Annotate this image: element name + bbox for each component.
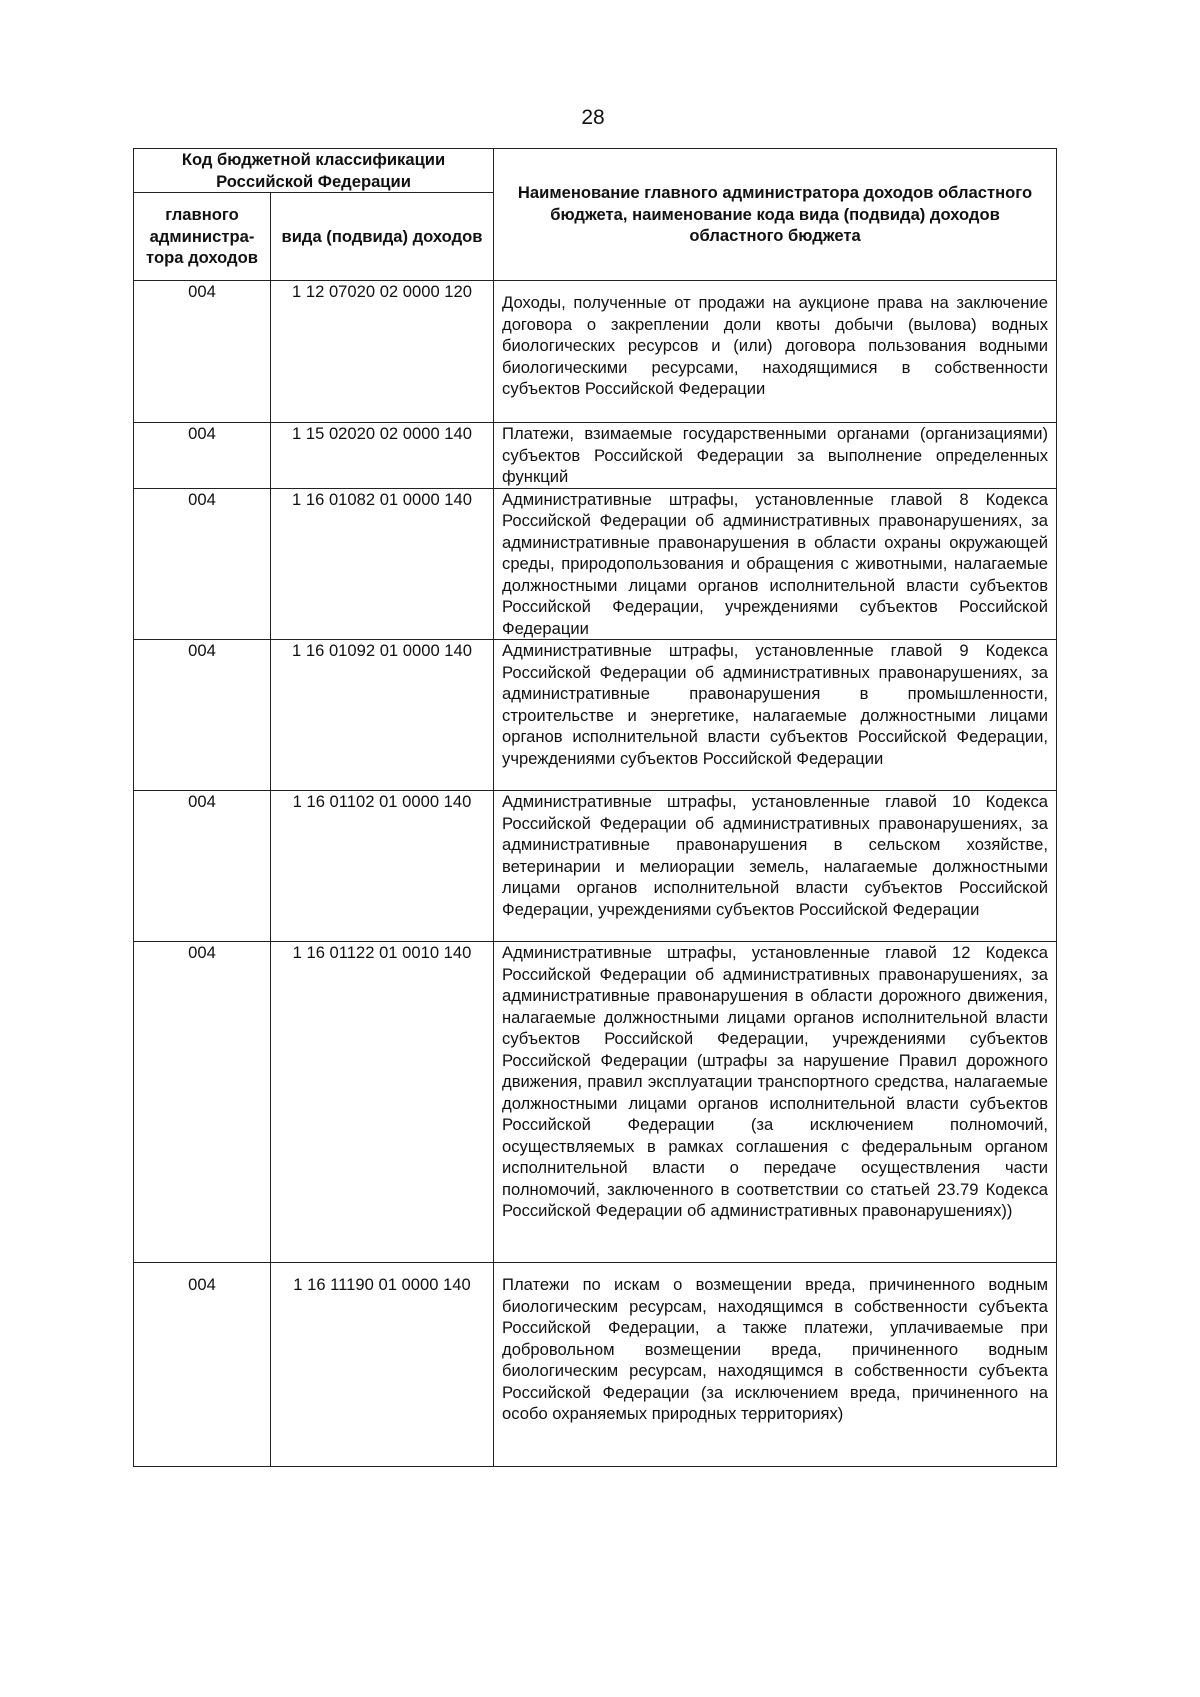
admin-code-cell: 004: [134, 640, 271, 791]
table-row: [134, 281, 1057, 423]
admin-code-cell: 004: [134, 423, 271, 489]
income-name-cell: Платежи, взимаемые государственными органами (организациями) субъектов Российской Федерации за выполнение определенных функций: [494, 423, 1057, 489]
page-number: 28: [581, 106, 605, 129]
income-name-cell: Административные штрафы, установленные главой 10 Кодекса Российской Федерации об административных правонарушениях, за административные правонарушения в сельском хозяйстве, ветеринарии и мелиорации земель, налагаемые должностными лицами органов исполнительной власти субъектов Российской Федерации, учреждениями субъектов Российской Федерации: [494, 791, 1057, 942]
header-admin-code: главного администра-тора доходов: [134, 193, 271, 281]
income-name-cell: Административные штрафы, установленные главой 12 Кодекса Российской Федерации об административных правонарушениях, за административные правонарушения в области дорожного движения, налагаемые должностными лицами органов исполнительной власти субъектов Российской Федерации, учреждениями субъектов Российской Федерации (штрафы за нарушение Правил дорожного движения, правил эксплуатации транспортного средства, налагаемые должностными лицами органов исполнительной власти субъектов Российской Федерации (за исключением полномочий, осуществляемых в рамках соглашения с федеральным органом исполнительной власти о передаче осуществления части полномочий, заключенного в соответствии со статьей 23.79 Кодекса Российской Федерации об административных правонарушениях)): [494, 942, 1057, 1263]
header-name: Наименование главного администратора доходов областного бюджета, наименование кода вида (подвида) доходов областного бюджета: [494, 149, 1057, 281]
income-code-cell: 1 16 01122 01 0010 140: [271, 942, 494, 1263]
income-name-cell: Доходы, полученные от продажи на аукционе права на заключение договора о закреплении доли квоты добычи (вылова) водных биологических ресурсов и (или) договора пользования водными биологическими ресурсами, находящимися в собственности субъектов Российской Федерации: [494, 281, 1057, 423]
income-name-cell: Административные штрафы, установленные главой 9 Кодекса Российской Федерации об административных правонарушениях, за административные правонарушения в промышленности, строительстве и энергетике, налагаемые должностными лицами органов исполнительной власти субъектов Российской Федерации, учреждениями субъектов Российской Федерации: [494, 640, 1057, 791]
header-income-kind-code: вида (подвида) доходов: [271, 193, 494, 281]
income-name-cell: Платежи по искам о возмещении вреда, причиненного водным биологическим ресурсам, находящимся в собственности субъекта Российской Федерации, а также платежи, уплачиваемые при добровольном возмещении вреда, причиненного водным биологическим ресурсам, находящимся в собственности субъекта Российской Федерации (за исключением вреда, причиненного на особо охраняемых природных территориях): [494, 1263, 1057, 1467]
income-name-cell: Административные штрафы, установленные главой 8 Кодекса Российской Федерации об административных правонарушениях, за административные правонарушения в области охраны окружающей среды, природопользования и обращения с животными, налагаемые должностными лицами органов исполнительной власти субъектов Российской Федерации, учреждениями субъектов Российской Федерации: [494, 488, 1057, 640]
table-row: [134, 488, 1057, 640]
admin-code-cell: 004: [134, 281, 271, 423]
admin-code-cell: 004: [134, 1263, 271, 1467]
income-code-cell: 1 16 01082 01 0000 140: [271, 488, 494, 640]
income-code-cell: 1 16 01092 01 0000 140: [271, 640, 494, 791]
income-code-cell: 1 16 11190 01 0000 140: [271, 1263, 494, 1467]
admin-code-cell: 004: [134, 791, 271, 942]
table-row: [134, 1263, 1057, 1467]
table-row: [134, 423, 1057, 489]
header-budget-code-group: Код бюджетной классификации Российской Федерации: [134, 149, 494, 193]
table-row: [134, 942, 1057, 1263]
budget-classification-table: [133, 148, 1057, 1467]
table-row: [134, 640, 1057, 791]
admin-code-cell: 004: [134, 942, 271, 1263]
income-code-cell: 1 16 01102 01 0000 140: [271, 791, 494, 942]
table-row: [134, 791, 1057, 942]
income-code-cell: 1 15 02020 02 0000 140: [271, 423, 494, 489]
income-code-cell: 1 12 07020 02 0000 120: [271, 281, 494, 423]
admin-code-cell: 004: [134, 488, 271, 640]
